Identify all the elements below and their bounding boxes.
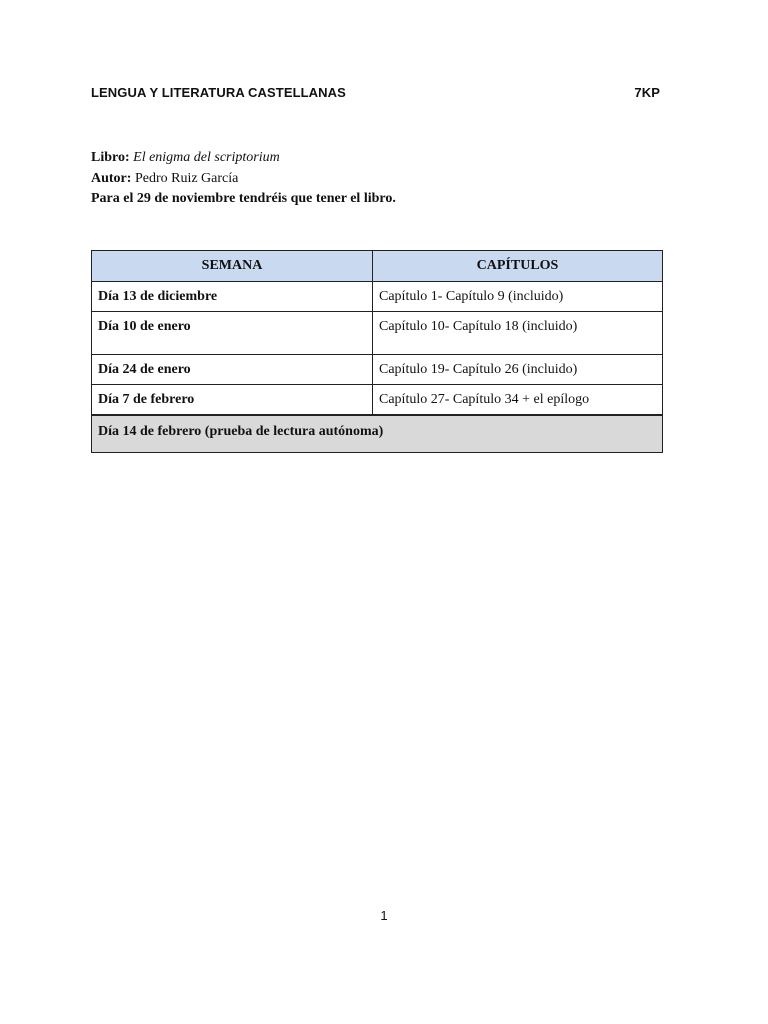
table-row	[92, 385, 663, 415]
deadline-note: Para el 29 de noviembre tendréis que tener el libro.	[91, 191, 396, 206]
deadline-line	[91, 189, 396, 210]
subject-title: LENGUA Y LITERATURA CASTELLANAS	[91, 85, 346, 100]
week-cell: Día 13 de diciembre	[92, 282, 373, 312]
class-code: 7KP	[634, 85, 660, 100]
chapters-cell: Capítulo 1- Capítulo 9 (incluido)	[373, 282, 663, 312]
week-cell: Día 24 de enero	[92, 355, 373, 385]
document-header	[91, 85, 660, 100]
chapters-cell: Capítulo 19- Capítulo 26 (incluido)	[373, 355, 663, 385]
table-row	[92, 312, 663, 355]
page-number: 1	[380, 908, 388, 923]
table-row	[92, 355, 663, 385]
author-label: Autor:	[91, 170, 132, 186]
table-row	[92, 282, 663, 312]
author-line	[91, 169, 396, 190]
header-week: SEMANA	[92, 251, 373, 282]
chapters-cell: Capítulo 27- Capítulo 34 + el epílogo	[373, 385, 663, 415]
week-cell: Día 7 de febrero	[92, 385, 373, 415]
week-cell: Día 10 de enero	[92, 312, 373, 355]
book-title: El enigma del scriptorium	[133, 150, 280, 165]
exam-row	[92, 415, 663, 453]
exam-cell: Día 14 de febrero (prueba de lectura autónoma)	[92, 415, 663, 453]
header-chapters: CAPÍTULOS	[373, 251, 663, 282]
book-label: Libro:	[91, 150, 130, 165]
book-line	[91, 148, 396, 169]
chapters-cell: Capítulo 10- Capítulo 18 (incluido)	[373, 312, 663, 355]
author-name: Pedro Ruiz García	[134, 170, 239, 186]
table-header-row	[92, 251, 663, 282]
reading-schedule-table	[91, 250, 663, 453]
book-info	[91, 148, 396, 210]
